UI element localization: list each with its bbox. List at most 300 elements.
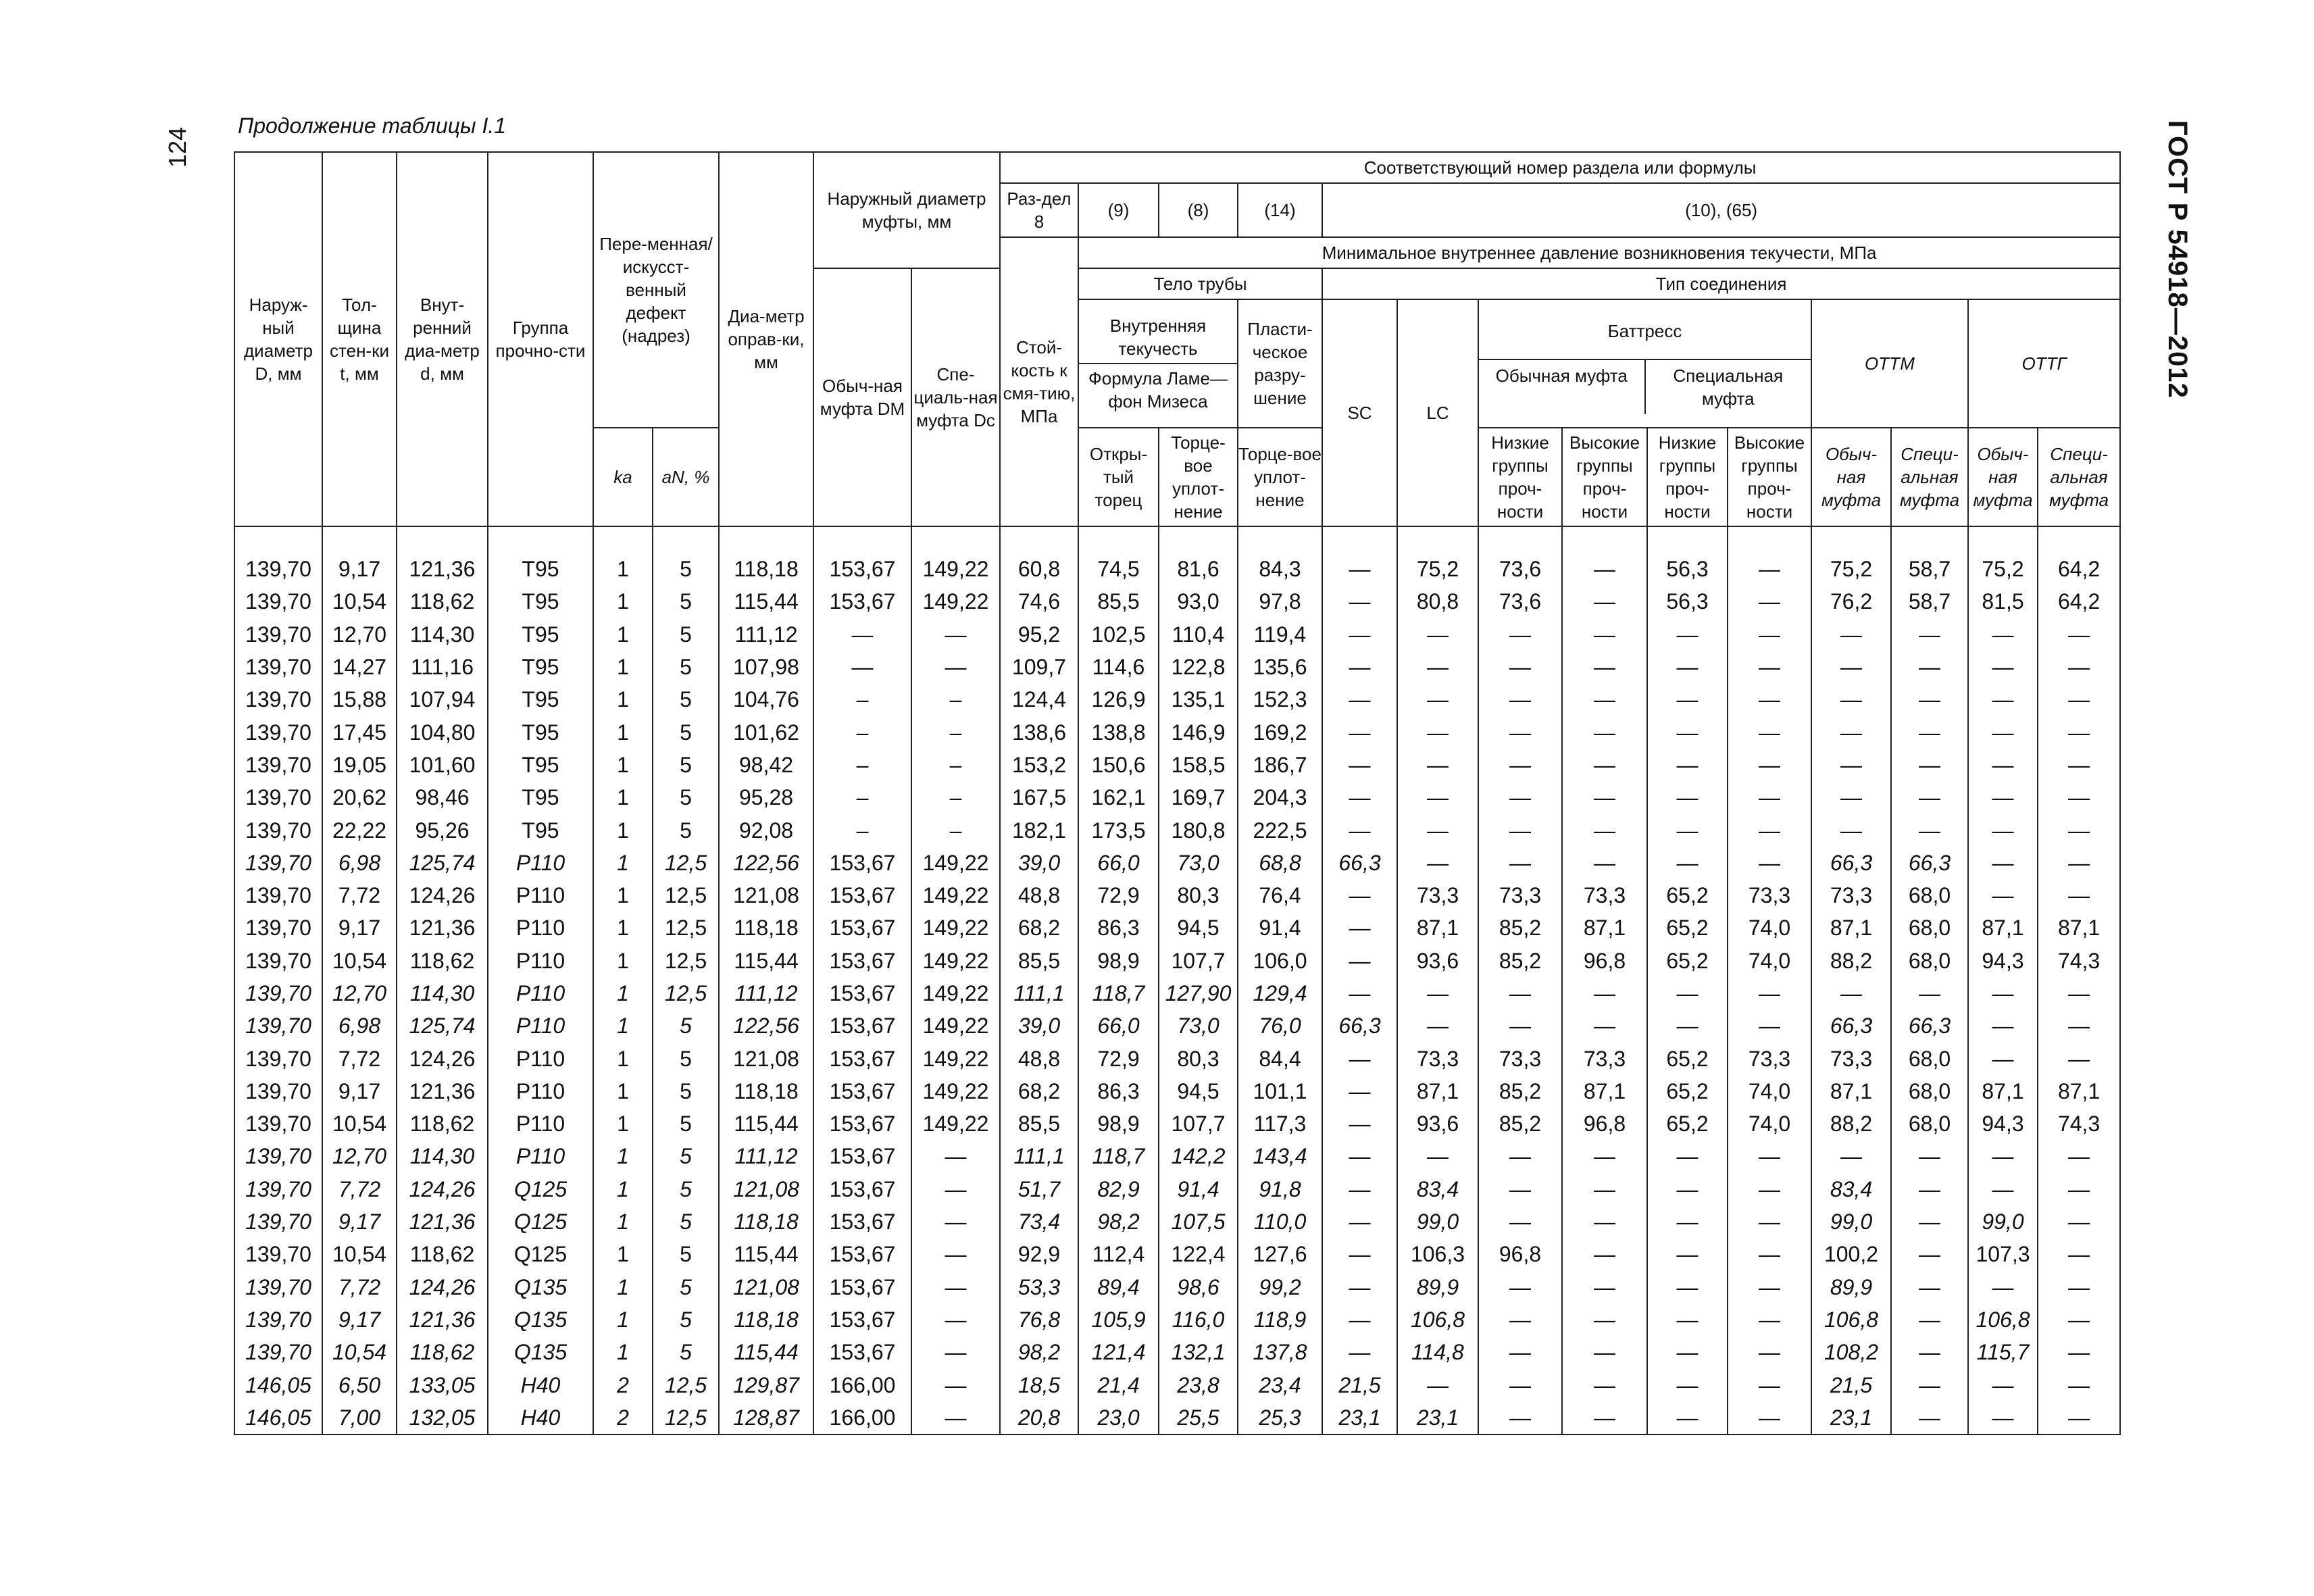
table-cell: 74,0 [1728,945,1811,977]
table-cell: 139,70 [234,912,322,944]
table-cell: — [1891,651,1968,683]
table-cell: 1 [593,847,653,879]
header-collapse: Стой-кость к смя-тию, МПа [1000,237,1078,526]
table-cell: 153,67 [813,1173,911,1205]
table-row [234,1401,2120,1435]
table-cell: 99,0 [1968,1205,2038,1238]
table-cell: Q135 [488,1271,593,1303]
table-cell: T95 [488,618,593,651]
header-low2: Низкие группы проч-ности [1647,428,1728,526]
table-row [234,912,2120,944]
table-cell: T95 [488,651,593,683]
table-cell: 126,9 [1078,683,1159,716]
table-cell: — [2038,1368,2120,1401]
table-cell: 66,3 [1811,1009,1891,1042]
table-cell: 75,2 [1811,553,1891,585]
table-cell: — [1728,716,1811,748]
table-cell: 1 [593,814,653,846]
table-cell: 58,7 [1891,553,1968,585]
table-cell: 7,72 [322,1271,397,1303]
table-row [234,847,2120,879]
table-cell: 80,3 [1159,879,1238,912]
table-cell: — [2038,716,2120,748]
table-cell: — [1562,1368,1647,1401]
table-cell: 186,7 [1238,749,1322,781]
table-cell: 85,2 [1478,945,1562,977]
table-cell: 72,9 [1078,1042,1159,1074]
table-cell: — [1891,1271,1968,1303]
table-cell: P110 [488,879,593,912]
table-cell: — [1562,1173,1647,1205]
table-row [234,1042,2120,1074]
table-cell: 66,0 [1078,1009,1159,1042]
table-cell: 76,0 [1238,1009,1322,1042]
table-cell: 68,8 [1238,847,1322,879]
header-grade: Группа прочно-сти [488,152,593,526]
table-cell: 64,2 [2038,553,2120,585]
table-cell: 143,4 [1238,1140,1322,1172]
table-cell: 132,1 [1159,1336,1238,1368]
table-cell: 21,5 [1322,1368,1397,1401]
table-cell: 96,8 [1562,1107,1647,1140]
table-cell: 12,5 [653,879,719,912]
table-cell: — [2038,781,2120,814]
table-cell: — [1322,1173,1397,1205]
table-cell: 118,9 [1238,1303,1322,1336]
table-cell: 48,8 [1000,1042,1078,1074]
table-cell: 139,70 [234,1238,322,1270]
table-cell: 110,0 [1238,1205,1322,1238]
table-cell: — [1647,977,1728,1009]
table-cell: 107,7 [1159,945,1238,977]
table-cell: 68,0 [1891,1042,1968,1074]
table-cell: — [1397,1140,1478,1172]
table-cell: 85,2 [1478,1107,1562,1140]
table-cell: — [1562,749,1647,781]
table-cell: 68,0 [1891,1107,1968,1140]
table-cell: — [1322,1336,1397,1368]
table-cell: T95 [488,781,593,814]
table-cell: 98,2 [1000,1336,1078,1368]
table-cell: 92,9 [1000,1238,1078,1270]
table-cell: 121,36 [397,1075,488,1107]
table-cell: 91,4 [1238,912,1322,944]
table-cell: 65,2 [1647,1042,1728,1074]
table-cell: — [911,1205,1000,1238]
table-cell: — [1968,749,2038,781]
table-cell: P110 [488,912,593,944]
table-cell: — [1322,879,1397,912]
table-cell: 91,4 [1159,1173,1238,1205]
header-f10-65: (10), (65) [1322,183,2120,237]
table-row [234,585,2120,618]
table-row [234,651,2120,683]
table-cell: — [1728,1140,1811,1172]
table-cell: 122,8 [1159,651,1238,683]
table-cell: 23,0 [1078,1401,1159,1435]
header-ottg-reg: Обыч-ная муфта [1968,428,2038,526]
table-cell: — [1811,749,1891,781]
table-cell: 1 [593,1173,653,1205]
table-cell: 51,7 [1000,1173,1078,1205]
table-cell: — [1647,1271,1728,1303]
table-cell: — [1562,553,1647,585]
table-cell: — [911,1336,1000,1368]
table-cell: — [1397,781,1478,814]
table-cell: 139,70 [234,781,322,814]
table-cell: 121,36 [397,1205,488,1238]
table-cell: 1 [593,1238,653,1270]
table-cell: P110 [488,1042,593,1074]
table-cell: 149,22 [911,945,1000,977]
table-cell: 83,4 [1397,1173,1478,1205]
table-cell: 87,1 [1811,1075,1891,1107]
table-cell: — [1478,1271,1562,1303]
table-cell: 111,12 [719,1140,813,1172]
table-cell: — [2038,1303,2120,1336]
table-cell: — [911,1140,1000,1172]
table-cell: T95 [488,683,593,716]
table-cell: 5 [653,1140,719,1172]
table-cell: 121,08 [719,1173,813,1205]
header-coupling-reg: Обыч-ная муфта DM [813,268,911,526]
table-cell: 139,70 [234,749,322,781]
table-cell: — [1728,1401,1811,1435]
table-cell: 12,70 [322,618,397,651]
reg-coupling-label: Обычная муфта [1479,360,1646,414]
table-cell: 65,2 [1647,1107,1728,1140]
table-cell: 75,2 [1968,553,2038,585]
table-cell: – [911,814,1000,846]
table-cell: 5 [653,814,719,846]
table-cell: — [1322,912,1397,944]
table-cell: Q125 [488,1238,593,1270]
table-cell: 124,26 [397,1042,488,1074]
table-cell: 66,0 [1078,847,1159,879]
table-cell: 73,3 [1397,1042,1478,1074]
table-cell: 118,62 [397,1336,488,1368]
table-cell: — [1478,1303,1562,1336]
table-cell: 125,74 [397,847,488,879]
table-cell: 39,0 [1000,1009,1078,1042]
table-cell: — [2038,1042,2120,1074]
table-cell: — [1478,1009,1562,1042]
table-cell: — [1647,1140,1728,1172]
table-cell: — [813,651,911,683]
table-cell: 118,62 [397,585,488,618]
table-cell: — [1647,1009,1728,1042]
header-f9: (9) [1078,183,1159,237]
table-cell: — [911,1271,1000,1303]
table-cell: — [2038,1238,2120,1270]
table-cell: — [1397,618,1478,651]
table-cell: — [1891,618,1968,651]
table-row [234,1009,2120,1042]
table-cell: — [1811,618,1891,651]
table-cell: 101,62 [719,716,813,748]
table-cell: 222,5 [1238,814,1322,846]
table-cell: 1 [593,945,653,977]
table-cell: — [1562,814,1647,846]
table-cell: 98,46 [397,781,488,814]
table-cell: 118,18 [719,1075,813,1107]
table-cell: 162,1 [1078,781,1159,814]
table-cell: 5 [653,749,719,781]
table-cell: — [2038,1401,2120,1435]
table-cell: 153,67 [813,1205,911,1238]
table-cell: 19,05 [322,749,397,781]
table-cell: 73,3 [1811,879,1891,912]
table-cell: 110,4 [1159,618,1238,651]
table-cell: 167,5 [1000,781,1078,814]
table-cell: 5 [653,1075,719,1107]
table-cell: 73,3 [1397,879,1478,912]
table-cell: 121,36 [397,1303,488,1336]
header-ka: ka [593,428,653,526]
table-cell: 1 [593,1140,653,1172]
table-cell: 1 [593,1107,653,1140]
table-cell: 129,4 [1238,977,1322,1009]
table-cell: 114,30 [397,618,488,651]
table-cell: — [1478,1205,1562,1238]
table-cell: 1 [593,1042,653,1074]
table-cell: 73,6 [1478,585,1562,618]
table-cell: 153,67 [813,1303,911,1336]
table-cell: 1 [593,618,653,651]
table-cell: T95 [488,585,593,618]
table-cell: 10,54 [322,945,397,977]
table-cell: 118,18 [719,912,813,944]
table-cell: — [1728,1271,1811,1303]
table-row [234,1140,2120,1172]
table-cell: 23,1 [1322,1401,1397,1435]
header-coupling-od: Наружный диаметр муфты, мм [813,152,1000,268]
table-cell: 139,70 [234,651,322,683]
table-cell: 91,8 [1238,1173,1322,1205]
header-sec8: Раз-дел 8 [1000,183,1078,237]
table-cell: — [1647,781,1728,814]
table-cell: 149,22 [911,585,1000,618]
table-cell: 73,0 [1159,847,1238,879]
table-cell: 114,30 [397,1140,488,1172]
table-cell: 15,88 [322,683,397,716]
table-cell: 1 [593,781,653,814]
table-row [234,1303,2120,1336]
table-cell: 106,0 [1238,945,1322,977]
table-cell: 17,45 [322,716,397,748]
table-cell: — [1647,847,1728,879]
table-cell: — [1562,1401,1647,1435]
table-cell: — [1397,977,1478,1009]
table-cell: 153,67 [813,553,911,585]
table-cell: — [1891,683,1968,716]
table-cell: 1 [593,879,653,912]
table-cell: — [1322,1042,1397,1074]
table-cell: 101,1 [1238,1075,1322,1107]
table-cell: — [1647,814,1728,846]
table-cell: 5 [653,683,719,716]
table-cell: – [813,683,911,716]
table-cell: — [1562,847,1647,879]
table-cell: 88,2 [1811,945,1891,977]
table-cell: — [1968,618,2038,651]
table-cell: 115,7 [1968,1336,2038,1368]
table-cell: 6,98 [322,1009,397,1042]
table-cell: 88,2 [1811,1107,1891,1140]
table-cell: 56,3 [1647,585,1728,618]
header-buttress [1478,299,1811,428]
table-cell: 74,0 [1728,1107,1811,1140]
table-cell: 149,22 [911,1107,1000,1140]
table-cell: — [1322,716,1397,748]
table-cell: 139,70 [234,683,322,716]
table-row [234,749,2120,781]
table-cell: 12,5 [653,1368,719,1401]
table-cell: — [1891,749,1968,781]
table-row [234,1075,2120,1107]
table-cell: 118,18 [719,553,813,585]
table-cell: 146,05 [234,1401,322,1435]
table-cell: — [1891,1140,1968,1172]
table-cell: 85,2 [1478,1075,1562,1107]
table-row [234,716,2120,748]
table-cell: — [1891,1336,1968,1368]
table-cell: 93,6 [1397,945,1478,977]
table-cell: 12,5 [653,847,719,879]
header-conn-type: Тип соединения [1322,268,2120,299]
table-cell: 89,9 [1811,1271,1891,1303]
table-cell: 5 [653,585,719,618]
table-cell: — [2038,1205,2120,1238]
table-cell: 7,00 [322,1401,397,1435]
table-cell: 98,9 [1078,1107,1159,1140]
table-cell: 22,22 [322,814,397,846]
table-cell: — [1728,1238,1811,1270]
table-cell: 5 [653,1303,719,1336]
table-cell: 53,3 [1000,1271,1078,1303]
table-cell: — [1647,749,1728,781]
table-cell: 124,4 [1000,683,1078,716]
table-cell: 66,3 [1891,1009,1968,1042]
table-cell: 73,4 [1000,1205,1078,1238]
table-row [234,977,2120,1009]
table-cell: — [1728,847,1811,879]
table-cell: 139,70 [234,1205,322,1238]
table-cell: 135,6 [1238,651,1322,683]
table-cell: 149,22 [911,977,1000,1009]
table-cell: — [1647,1336,1728,1368]
table-cell: 102,5 [1078,618,1159,651]
table-cell: — [1647,683,1728,716]
table-cell: 5 [653,781,719,814]
table-cell: — [1728,1205,1811,1238]
table-cell: 89,9 [1397,1271,1478,1303]
table-cell: 117,3 [1238,1107,1322,1140]
table-row [234,683,2120,716]
table-cell: 153,67 [813,879,911,912]
table-cell: — [1891,781,1968,814]
table-cell: 106,8 [1397,1303,1478,1336]
table-cell: 116,0 [1159,1303,1238,1336]
table-cell: — [1728,1336,1811,1368]
table-cell: 9,17 [322,1075,397,1107]
table-cell: 101,60 [397,749,488,781]
table-row [234,1107,2120,1140]
table-cell: 5 [653,1042,719,1074]
table-cell: — [1968,1271,2038,1303]
table-cell: 74,5 [1078,553,1159,585]
table-cell: 73,3 [1562,1042,1647,1074]
table-cell: — [1322,1271,1397,1303]
header-high1: Высокие группы проч-ности [1562,428,1647,526]
header-end-seal2: Торце-вое уплот-нение [1238,428,1322,526]
table-cell: 139,70 [234,1271,322,1303]
table-cell: 112,4 [1078,1238,1159,1270]
table-cell: 84,4 [1238,1042,1322,1074]
table-cell: — [1562,1140,1647,1172]
table-cell: 86,3 [1078,1075,1159,1107]
table-cell: 146,05 [234,1368,322,1401]
header-high2: Высокие группы проч-ности [1728,428,1811,526]
table-cell: — [1891,1303,1968,1336]
table-cell: 5 [653,1271,719,1303]
table-cell: — [1968,1140,2038,1172]
table-cell: – [911,749,1000,781]
table-cell: Q135 [488,1303,593,1336]
table-cell: 153,67 [813,945,911,977]
table-cell: 98,42 [719,749,813,781]
table-cell: 58,7 [1891,585,1968,618]
table-cell: 180,8 [1159,814,1238,846]
table-cell: 99,0 [1811,1205,1891,1238]
table-cell: 2 [593,1401,653,1435]
table-cell: 86,3 [1078,912,1159,944]
table-cell: — [1478,716,1562,748]
table-cell: — [1478,1401,1562,1435]
table-cell: — [2038,879,2120,912]
table-cell: — [2038,814,2120,846]
table-cell: P110 [488,1009,593,1042]
table-cell: 122,56 [719,847,813,879]
table-cell: 1 [593,683,653,716]
table-cell: 96,8 [1478,1238,1562,1270]
table-cell: 65,2 [1647,1075,1728,1107]
table-cell: 106,8 [1968,1303,2038,1336]
table-cell: — [1968,683,2038,716]
table-cell: — [1811,683,1891,716]
table-cell: 5 [653,716,719,748]
table-cell: 68,0 [1891,1075,1968,1107]
table-cell: 5 [653,1336,719,1368]
table-cell: P110 [488,945,593,977]
header-section-title: Соответствующий номер раздела или формулы [1000,152,2120,183]
header-sc: SC [1322,299,1397,526]
table-cell: 106,8 [1811,1303,1891,1336]
table-cell: — [2038,977,2120,1009]
table-cell: — [1968,1009,2038,1042]
page-number: 124 [164,127,191,168]
table-cell: 68,0 [1891,879,1968,912]
table-cell: 121,08 [719,1042,813,1074]
header-f14: (14) [1238,183,1322,237]
table-cell: 139,70 [234,1009,322,1042]
table-cell: — [1478,1368,1562,1401]
table-cell: 80,8 [1397,585,1478,618]
table-cell: 73,3 [1728,1042,1811,1074]
table-cell: 107,3 [1968,1238,2038,1270]
table-cell: 114,6 [1078,651,1159,683]
table-cell: — [1322,683,1397,716]
